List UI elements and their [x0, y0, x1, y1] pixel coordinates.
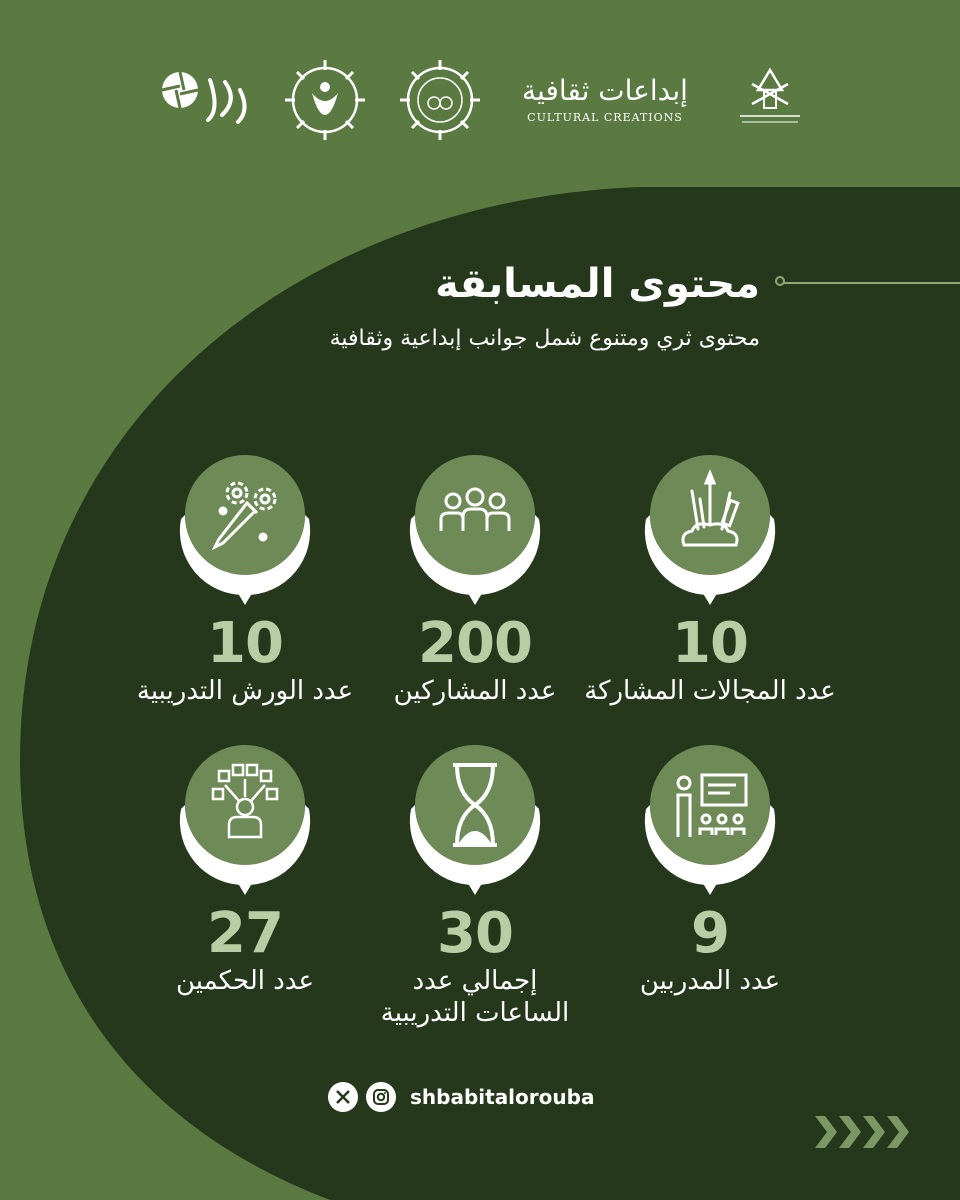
- stat-value: 9: [691, 901, 729, 966]
- stat-value: 10: [672, 611, 748, 676]
- stat-pin: [175, 455, 315, 605]
- stat-label: إجمالي عدد: [412, 965, 538, 996]
- cultural-creations-logo: [510, 55, 700, 145]
- page-title: محتوى المسابقة: [435, 261, 760, 307]
- stat-pin: [405, 455, 545, 605]
- stat-label-line2: الساعات التدريبية: [380, 998, 570, 1029]
- page-subtitle: محتوى ثري ومتنوع شمل جوانب إبداعية وثقافية: [329, 326, 760, 351]
- x-icon[interactable]: [328, 1082, 358, 1112]
- stat-label: عدد المشاركين: [393, 675, 557, 706]
- instagram-icon[interactable]: [366, 1082, 396, 1112]
- cultural-creations-english: CULTURAL CREATIONS: [527, 110, 683, 124]
- stat-label: عدد المدربين: [639, 965, 781, 996]
- title-decoration-line: [780, 282, 960, 284]
- stat-value: 10: [207, 611, 283, 676]
- stat-label: عدد المجالات المشاركة: [584, 675, 836, 706]
- stat-participants: [345, 455, 605, 707]
- rakiz-logo: [150, 55, 260, 145]
- header: [200, 260, 760, 351]
- social-handle[interactable]: shbabitalorouba: [410, 1085, 595, 1109]
- club-emblem-icon: [397, 57, 483, 143]
- stat-label: عدد الحكمين: [176, 965, 314, 996]
- stat-trainers: [580, 745, 840, 997]
- rakiz-emblem-icon: [150, 60, 260, 140]
- stat-pin: [175, 745, 315, 895]
- stat-hours: [345, 745, 605, 1030]
- stat-value: 200: [418, 611, 532, 676]
- club-logo: [395, 55, 485, 145]
- stat-fields: [580, 455, 840, 707]
- youth-committee-logo: [280, 55, 370, 145]
- stat-label: عدد الورش التدريبية: [136, 675, 354, 706]
- stat-pin: [640, 745, 780, 895]
- ministry-logo: [730, 55, 810, 145]
- stat-judges: [115, 745, 375, 997]
- youth-committee-emblem-icon: [282, 57, 368, 143]
- stat-value: 30: [437, 901, 513, 966]
- chevrons-right-icon: [815, 1112, 915, 1152]
- social-bar: [328, 1082, 594, 1112]
- ministry-emblem-icon: [730, 60, 810, 140]
- stat-workshops: [115, 455, 375, 707]
- stat-pin: [405, 745, 545, 895]
- stat-value: 27: [207, 901, 283, 966]
- cultural-creations-arabic: إبداعات ثقافية: [522, 74, 688, 108]
- title-decoration-dot: [775, 276, 785, 286]
- stat-pin: [640, 455, 780, 605]
- logo-bar: [150, 55, 830, 145]
